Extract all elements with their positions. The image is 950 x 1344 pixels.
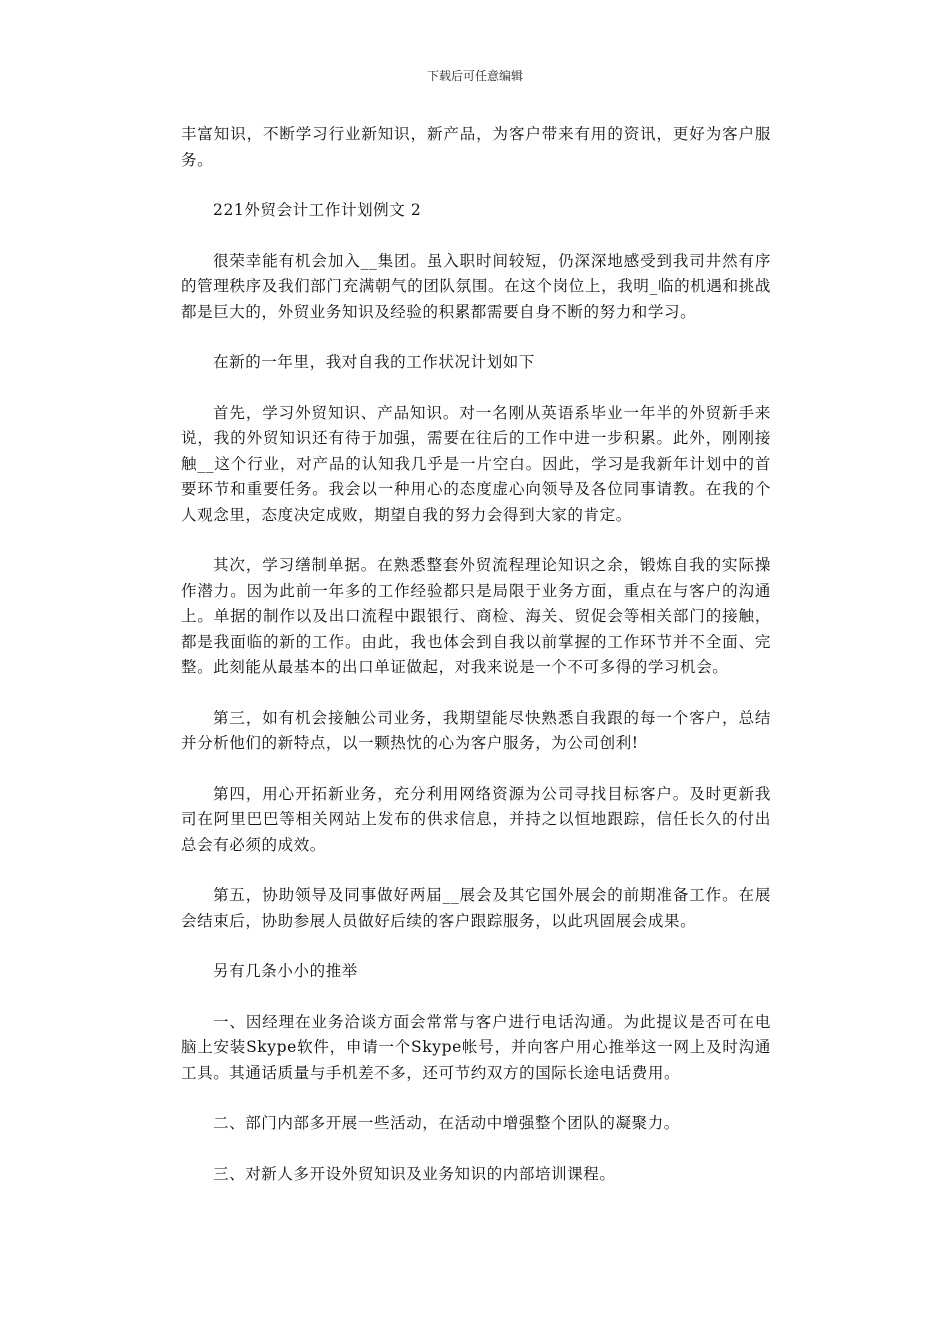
paragraph-plan-lead: 在新的一年里，我对自我的工作状况计划如下 — [213, 353, 536, 371]
paragraph-second: 其次，学习缮制单据。在熟悉整套外贸流程理论知识之余，锻炼自我的实际操作潜力。因为此前一年多的工作经验都只是局限于业务方面，重点在与客户的沟通上。单据的制作以及出口流程中跟银行、商检、海关、贸促会等相关部门的接触，都是我面临的新的工作。由此，我也体会到自我以前掌握的工作环节并不全面、完整。此刻能从最基本的出口单证做起，对我来说是一个不可多得的学习机会。 — [181, 556, 771, 676]
suggestions-heading: 另有几条小小的推举 — [213, 962, 358, 980]
paragraph-fifth: 第五，协助领导及同事做好两届__展会及其它国外展会的前期准备工作。在展会结束后，协助参展人员做好后续的客户跟踪服务，以此巩固展会成果。 — [181, 886, 771, 930]
document-body — [181, 122, 771, 1212]
section-heading: 221外贸会计工作计划例文 2 — [213, 201, 422, 219]
suggestion-three: 三、对新人多开设外贸知识及业务知识的内部培训课程。 — [213, 1164, 616, 1183]
paragraph-first: 首先，学习外贸知识、产品知识。对一名刚从英语系毕业一年半的外贸新手来说，我的外贸知识还有待于加强，需要在往后的工作中进一步积累。此外，刚刚接触__这个行业，对产品的认知我几乎是一片空白。因此，学习是我新年计划中的首要环节和重要任务。我会以一种用心的态度虚心向领导及各位同事请教。在我的个人观念里，态度决定成败，期望自我的努力会得到大家的肯定。 — [181, 403, 771, 524]
paragraph-fourth: 第四，用心开拓新业务，充分利用网络资源为公司寻找目标客户。及时更新我司在阿里巴巴等相关网站上发布的供求信息，并持之以恒地跟踪，信任长久的付出总会有必须的成效。 — [181, 784, 771, 854]
paragraph-intro: 很荣幸能有机会加入__集团。虽入职时间较短，仍深深地感受到我司井然有序的管理秩序及我们部门充满朝气的团队氛围。在这个岗位上，我明_临的机遇和挑战都是巨大的，外贸业务知识及经验的积累都需要自身不断的努力和学习。 — [181, 251, 771, 321]
suggestion-one: 一、因经理在业务洽谈方面会常常与客户进行电话沟通。为此提议是否可在电脑上安装Skype软件，申请一个Skype帐号，并向客户用心推举这一网上及时沟通工具。其通话质量与手机差不多，还可节约双方的国际长途电话费用。 — [181, 1012, 771, 1082]
paragraph-continuation: 丰富知识，不断学习行业新知识，新产品，为客户带来有用的资讯，更好为客户服务。 — [181, 125, 771, 169]
paragraph-third: 第三，如有机会接触公司业务，我期望能尽快熟悉自我跟的每一个客户，总结并分析他们的新特点，以一颗热忱的心为客户服务，为公司创利! — [181, 708, 771, 752]
page-header: 下载后可任意编辑 — [426, 69, 523, 83]
suggestion-two: 二、部门内部多开展一些活动，在活动中增强整个团队的凝聚力。 — [213, 1114, 680, 1132]
